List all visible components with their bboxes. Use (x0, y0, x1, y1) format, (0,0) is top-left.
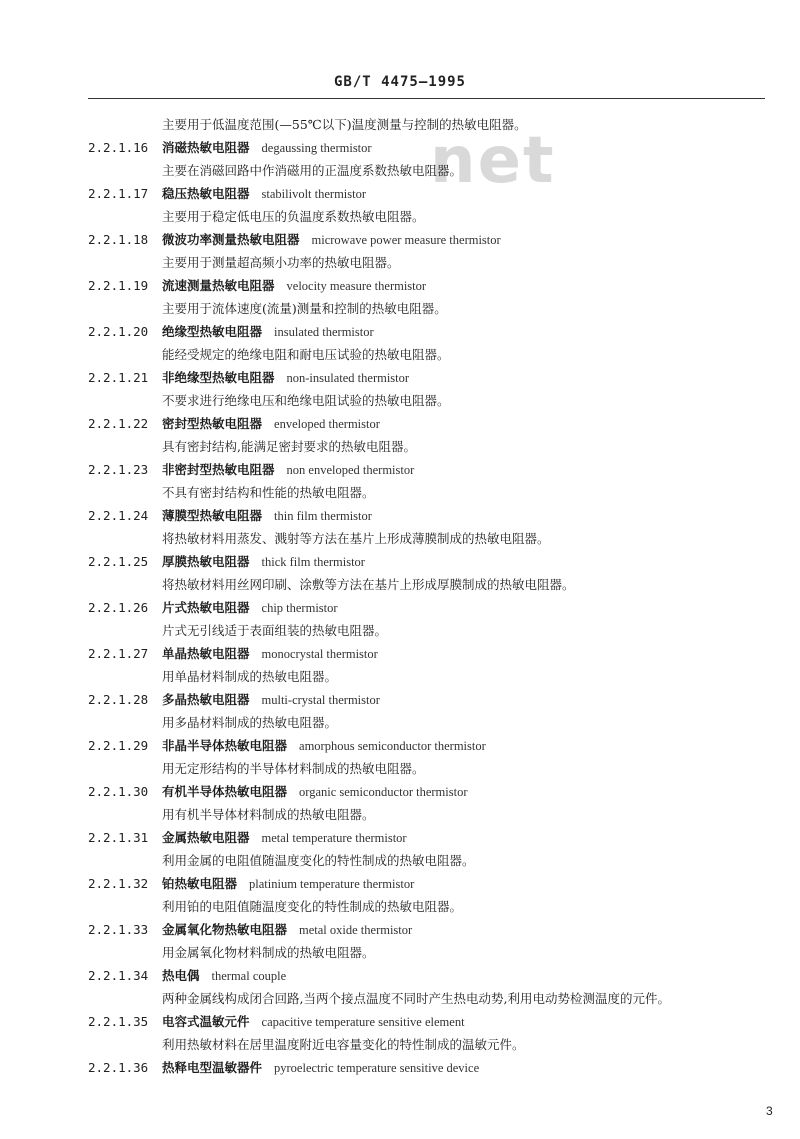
term-entry (88, 964, 768, 987)
term-chinese (162, 780, 468, 804)
term-number: 2.2.1.27 (88, 646, 149, 661)
term-chinese-text: 电容式温敏元件 (162, 1014, 250, 1029)
term-chinese-text: 消磁热敏电阻器 (162, 140, 250, 155)
term-number: 2.2.1.20 (88, 324, 149, 339)
term-english: degaussing thermistor (261, 141, 372, 155)
term-chinese (162, 1056, 479, 1080)
term-english: capacitive temperature sensitive element (261, 1015, 465, 1029)
term-number: 2.2.1.24 (88, 508, 149, 523)
term-definition: 利用热敏材料在居里温度附近电容量变化的特性制成的温敏元件。 (162, 1037, 525, 1052)
term-entry (88, 1010, 768, 1033)
term-chinese-text: 非晶半导体热敏电阻器 (162, 738, 288, 753)
term-chinese (162, 826, 407, 850)
term-english: stabilivolt thermistor (261, 187, 367, 201)
term-definition-line (88, 527, 768, 550)
term-definition: 具有密封结构,能满足密封要求的热敏电阻器。 (162, 439, 416, 454)
term-definition: 不具有密封结构和性能的热敏电阻器。 (162, 485, 375, 500)
term-number: 2.2.1.30 (88, 784, 149, 799)
header-rule (88, 98, 765, 99)
intro-definition-line (88, 113, 768, 136)
term-number: 2.2.1.22 (88, 416, 149, 431)
term-definition: 用无定形结构的半导体材料制成的热敏电阻器。 (162, 761, 425, 776)
term-english: platinium temperature thermistor (249, 877, 415, 891)
term-english: microwave power measure thermistor (311, 233, 501, 247)
term-english: insulated thermistor (274, 325, 374, 339)
term-number: 2.2.1.33 (88, 922, 149, 937)
term-chinese (162, 964, 286, 988)
term-chinese (162, 228, 501, 252)
term-chinese-text: 厚膜热敏电阻器 (162, 554, 250, 569)
term-chinese (162, 596, 338, 620)
term-entry (88, 504, 768, 527)
term-english: multi-crystal thermistor (261, 693, 380, 707)
term-entry (88, 918, 768, 941)
term-number: 2.2.1.32 (88, 876, 149, 891)
term-chinese-text: 微波功率测量热敏电阻器 (162, 232, 300, 247)
term-chinese-text: 金属热敏电阻器 (162, 830, 250, 845)
term-english: thick film thermistor (261, 555, 365, 569)
term-chinese-text: 单晶热敏电阻器 (162, 646, 250, 661)
term-number: 2.2.1.18 (88, 232, 149, 247)
term-chinese-text: 绝缘型热敏电阻器 (162, 324, 263, 339)
term-definition: 主要用于稳定低电压的负温度系数热敏电阻器。 (162, 209, 425, 224)
term-english: metal oxide thermistor (299, 923, 413, 937)
term-definition-line (88, 665, 768, 688)
term-definition-line (88, 573, 768, 596)
term-entry (88, 780, 768, 803)
term-chinese (162, 734, 486, 758)
page-number: 3 (766, 1104, 773, 1118)
term-chinese (162, 458, 414, 482)
term-definition: 将热敏材料用丝网印刷、涂敷等方法在基片上形成厚膜制成的热敏电阻器。 (162, 577, 575, 592)
watermark: net (430, 124, 556, 198)
term-definition-line (88, 849, 768, 872)
term-chinese-text: 片式热敏电阻器 (162, 600, 250, 615)
term-entry (88, 734, 768, 757)
term-chinese (162, 136, 372, 160)
term-english: monocrystal thermistor (261, 647, 378, 661)
standard-header: GB/T 4475—1995 (333, 74, 466, 90)
term-definition: 利用铂的电阻值随温度变化的特性制成的热敏电阻器。 (162, 899, 463, 914)
term-number: 2.2.1.34 (88, 968, 149, 983)
term-definition-line (88, 895, 768, 918)
term-definition-line (88, 435, 768, 458)
term-definition-line (88, 343, 768, 366)
term-definition: 能经受规定的绝缘电阻和耐电压试验的热敏电阻器。 (162, 347, 450, 362)
term-number: 2.2.1.21 (88, 370, 149, 385)
term-chinese-text: 流速测量热敏电阻器 (162, 278, 275, 293)
term-english: amorphous semiconductor thermistor (299, 739, 486, 753)
term-english: non enveloped thermistor (286, 463, 415, 477)
term-definition-line (88, 757, 768, 780)
term-definition: 将热敏材料用蒸发、溅射等方法在基片上形成薄膜制成的热敏电阻器。 (162, 531, 550, 546)
term-number: 2.2.1.36 (88, 1060, 149, 1075)
term-definition: 利用金属的电阻值随温度变化的特性制成的热敏电阻器。 (162, 853, 475, 868)
term-chinese (162, 366, 409, 390)
term-number: 2.2.1.23 (88, 462, 149, 477)
term-chinese (162, 182, 366, 206)
term-definition: 主要用于流体速度(流量)测量和控制的热敏电阻器。 (162, 301, 447, 316)
term-chinese (162, 550, 365, 574)
term-chinese-text: 有机半导体热敏电阻器 (162, 784, 288, 799)
term-entry (88, 228, 768, 251)
term-entry (88, 458, 768, 481)
term-english: organic semiconductor thermistor (299, 785, 468, 799)
term-entry (88, 320, 768, 343)
term-definition: 用有机半导体材料制成的热敏电阻器。 (162, 807, 375, 822)
term-chinese-text: 铂热敏电阻器 (162, 876, 238, 891)
term-definition-line (88, 205, 768, 228)
term-definition-line (88, 389, 768, 412)
term-chinese (162, 642, 378, 666)
term-english: non-insulated thermistor (286, 371, 410, 385)
term-chinese (162, 918, 412, 942)
term-number: 2.2.1.26 (88, 600, 149, 615)
term-entry (88, 550, 768, 573)
term-definition: 两种金属线构成闭合回路,当两个接点温度不同时产生热电动势,利用电动势检测温度的元件。 (162, 991, 670, 1006)
term-chinese (162, 320, 374, 344)
term-chinese-text: 薄膜型热敏电阻器 (162, 508, 263, 523)
term-chinese-text: 非密封型热敏电阻器 (162, 462, 275, 477)
term-number: 2.2.1.19 (88, 278, 149, 293)
term-entry (88, 1056, 768, 1079)
term-number: 2.2.1.35 (88, 1014, 149, 1029)
term-chinese-text: 热释电型温敏器件 (162, 1060, 263, 1075)
term-chinese-text: 密封型热敏电阻器 (162, 416, 263, 431)
term-chinese (162, 872, 414, 896)
term-english: metal temperature thermistor (261, 831, 407, 845)
term-chinese (162, 504, 372, 528)
term-definition: 主要用于测量超高频小功率的热敏电阻器。 (162, 255, 400, 270)
term-definition: 不要求进行绝缘电压和绝缘电阻试验的热敏电阻器。 (162, 393, 450, 408)
term-definition: 用多晶材料制成的热敏电阻器。 (162, 715, 338, 730)
term-number: 2.2.1.17 (88, 186, 149, 201)
term-entry (88, 688, 768, 711)
term-chinese-text: 多晶热敏电阻器 (162, 692, 250, 707)
term-chinese-text: 非绝缘型热敏电阻器 (162, 370, 275, 385)
term-entry (88, 274, 768, 297)
entries-container (88, 136, 768, 1079)
term-english: pyroelectric temperature sensitive device (274, 1061, 480, 1075)
term-definition: 主要在消磁回路中作消磁用的正温度系数热敏电阻器。 (162, 163, 463, 178)
term-entry (88, 136, 768, 159)
term-definition-line (88, 159, 768, 182)
term-entry (88, 826, 768, 849)
term-chinese-text: 热电偶 (162, 968, 200, 983)
term-definition-line (88, 1033, 768, 1056)
intro-definition: 主要用于低温度范围(—55℃以下)温度测量与控制的热敏电阻器。 (162, 117, 527, 132)
term-entry (88, 642, 768, 665)
term-definition: 用金属氧化物材料制成的热敏电阻器。 (162, 945, 375, 960)
term-list (88, 113, 768, 1079)
term-entry (88, 182, 768, 205)
term-definition-line (88, 711, 768, 734)
term-english: velocity measure thermistor (286, 279, 427, 293)
term-definition-line (88, 987, 768, 1010)
term-number: 2.2.1.29 (88, 738, 149, 753)
term-english: thin film thermistor (274, 509, 372, 523)
term-entry (88, 412, 768, 435)
term-definition: 用单晶材料制成的热敏电阻器。 (162, 669, 338, 684)
term-definition-line (88, 803, 768, 826)
term-number: 2.2.1.16 (88, 140, 149, 155)
term-definition-line (88, 297, 768, 320)
term-english: thermal couple (211, 969, 287, 983)
term-number: 2.2.1.28 (88, 692, 149, 707)
term-definition-line (88, 619, 768, 642)
term-chinese (162, 274, 426, 298)
term-entry (88, 366, 768, 389)
term-definition-line (88, 941, 768, 964)
term-definition-line (88, 251, 768, 274)
term-english: chip thermistor (261, 601, 338, 615)
term-chinese-text: 金属氧化物热敏电阻器 (162, 922, 288, 937)
term-number: 2.2.1.25 (88, 554, 149, 569)
term-english: enveloped thermistor (274, 417, 380, 431)
term-entry (88, 872, 768, 895)
term-entry (88, 596, 768, 619)
term-number: 2.2.1.31 (88, 830, 149, 845)
term-definition: 片式无引线适于表面组装的热敏电阻器。 (162, 623, 388, 638)
term-chinese-text: 稳压热敏电阻器 (162, 186, 250, 201)
term-chinese (162, 1010, 465, 1034)
term-chinese (162, 412, 380, 436)
term-chinese (162, 688, 380, 712)
term-definition-line (88, 481, 768, 504)
